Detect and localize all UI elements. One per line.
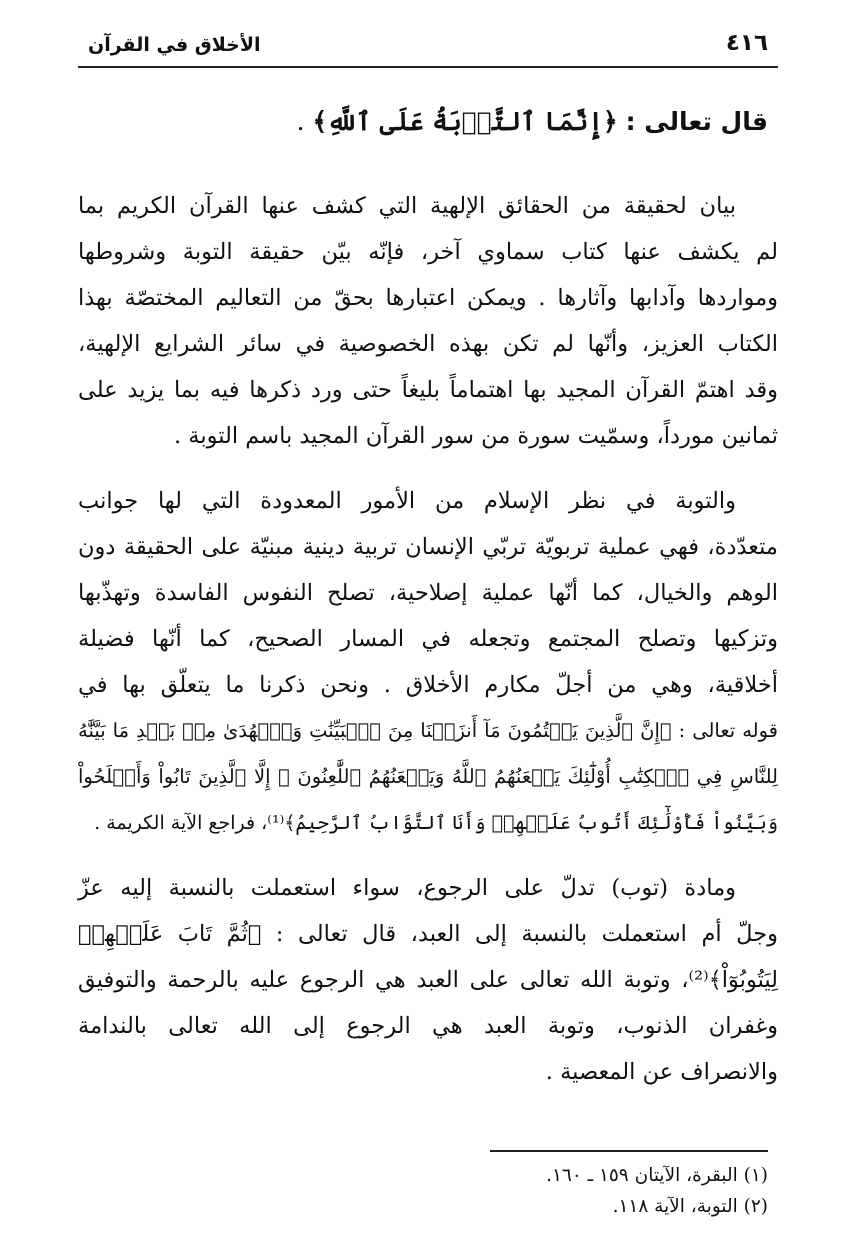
paragraph-line: الوهم والخيال، كما أنّها عملية إصلاحية، تصلح النفوس الفاسدة وتهذّبها [78, 580, 778, 606]
paragraph-line: لِلنَّاسِ فِي ٱلۡكِتَٰبِ أُوْلَٰٓئِكَ يَلۡعَنُهُمُ ٱللَّهُ وَيَلۡعَنُهُمُ ٱللَّٰعِنُونَ ۞ إِلَّا ٱلَّذِينَ تَابُواْ وَأَصۡلَحُواْ [78, 765, 778, 788]
footnote-divider [490, 1150, 768, 1152]
paragraph-2 [78, 478, 778, 846]
opening-verse-line [78, 102, 768, 142]
page-number: ٤١٦ [725, 30, 768, 56]
page-header [78, 26, 778, 68]
opening-end: . [296, 107, 305, 136]
paragraph-line: وقد اهتمّ القرآن المجيد بها اهتماماً بليغاً حتى ورد ذكرها فيه بما يزيد على [78, 377, 778, 403]
opening-verse: ﴿إِنَّمَا ٱلتَّوۡبَةُ عَلَى ٱللَّهِ﴾ [312, 107, 618, 136]
paragraph-3 [78, 865, 778, 1095]
paragraph-line: متعدّدة، فهي عملية تربويّة تربّي الإنسان تربية دينية مبنيّة على الحقيقة دون [78, 534, 778, 560]
paragraph-line: أخلاقية، وهي من أجلّ مكارم الأخلاق . ونحن ذكرنا ما يتعلّق بها في [78, 672, 778, 698]
paragraph-line: وجلّ أم استعملت بالنسبة إلى العبد، قال تعالى : ﴿ثُمَّ تَابَ عَلَيۡهِمۡ [78, 921, 778, 947]
paragraph-line: لم يكشف عنها كتاب سماوي آخر، فإنّه بيّن حقيقة التوبة وشروطها [78, 239, 778, 265]
paragraph-line: ومواردها وآدابها وآثارها . ويمكن اعتبارها بحقّ من التعاليم المختصّة بهذا [78, 285, 778, 311]
paragraph-line: وتزكيها وتصلح المجتمع وتجعله في المسار الصحيح، كما أنّها فضيلة [78, 626, 778, 652]
paragraph-line: والتوبة في نظر الإسلام من الأمور المعدودة التي لها جوانب [78, 488, 736, 514]
paragraph-line: بيان لحقيقة من الحقائق الإلهية التي كشف عنها القرآن الكريم بما [78, 193, 736, 219]
paragraph-1 [78, 183, 778, 459]
paragraph-line: وَبَيَّنُواْ فَأُوْلَٰٓئِكَ أَتُوبُ عَلَيۡهِمۡ وَأَنَا ٱلتَّوَّابُ ٱلرَّحِيمُ﴾⁽¹⁾، فراجع الآية الكريمة . [94, 812, 778, 834]
running-title: الأخلاق في القرآن [88, 34, 261, 56]
footnotes [78, 1160, 768, 1222]
footnote-1: (١) البقرة، الآيتان ١٥٩ ـ ١٦٠. [546, 1165, 768, 1186]
paragraph-line: والانصراف عن المعصية . [545, 1059, 778, 1085]
paragraph-line: وغفران الذنوب، وتوبة العبد هي الرجوع إلى الله تعالى بالندامة [78, 1013, 778, 1039]
opening-lead: قال تعالى : [625, 107, 768, 136]
paragraph-line: قوله تعالى : ﴿إِنَّ ٱلَّذِينَ يَكۡتُمُونَ مَآ أَنزَلۡنَا مِنَ ٱلۡبَيِّنَٰتِ وَٱلۡهُدَىٰ مِنۢ بَعۡدِ مَا بَيَّنَّٰهُ [78, 719, 778, 742]
paragraph-line: ومادة (توب) تدلّ على الرجوع، سواء استعملت بالنسبة إليه عزّ [78, 875, 736, 901]
paragraph-line: لِيَتُوبُوٓاْ﴾⁽²⁾، وتوبة الله تعالى على العبد هي الرجوع عليه بالرحمة والتوفيق [78, 967, 778, 993]
paragraph-line: ثمانين مورداً، وسمّيت سورة من سور القرآن المجيد باسم التوبة . [173, 423, 778, 449]
footnote-2: (٢) التوبة، الآية ١١٨. [612, 1196, 768, 1217]
paragraph-line: الكتاب العزيز، وأنّها لم تكن بهذه الخصوصية في سائر الشرايع الإلهية، [78, 331, 778, 357]
